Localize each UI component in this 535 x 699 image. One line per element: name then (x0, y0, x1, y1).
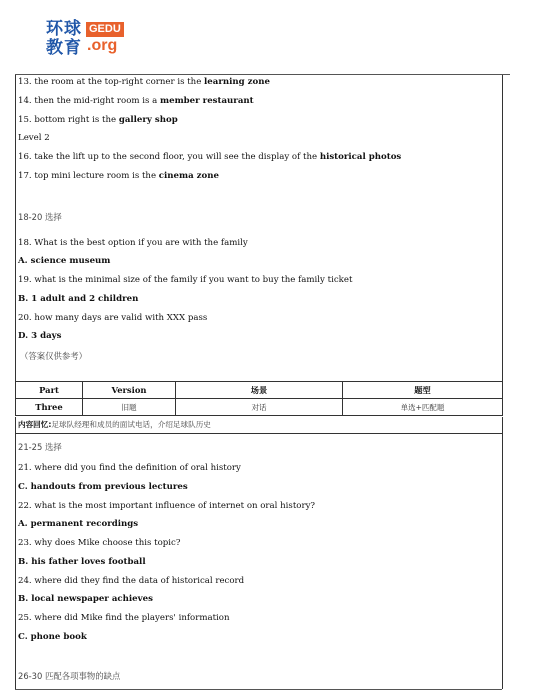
question-18: 18. What is the best option if you are with the family (18, 238, 248, 248)
logo-text-line1: 环球 (46, 19, 82, 39)
q21-25-title: 21-25 选择 (18, 442, 62, 452)
question-20: 20. how many days are valid with XXX pass (18, 313, 208, 323)
answer-line-16: 16. take the lift up to the second floor, you will see the display of the historical photos (18, 152, 402, 162)
memo-text: 足球队经理和成员的面试电话，介绍足球队历史 (51, 420, 211, 429)
gedu-logo (46, 20, 136, 58)
answer-23: B. his father loves football (18, 557, 146, 567)
answer-20: D. 3 days (18, 331, 62, 341)
answer-21: C. handouts from previous lectures (18, 482, 188, 492)
question-19: 19. what is the minimal size of the family if you want to buy the family ticket (18, 275, 353, 285)
header-type: 题型 (343, 382, 503, 399)
answer-note: （答案仅供参考） (20, 351, 87, 361)
header-part: Part (16, 382, 83, 399)
part-info-table (15, 381, 503, 416)
q26-30-title: 26-30 匹配各项事物的缺点 (18, 671, 121, 681)
question-23: 23. why does Mike choose this topic? (18, 538, 181, 548)
answer-22: A. permanent recordings (18, 519, 139, 529)
part-value: Three (16, 399, 83, 416)
logo-text-line2: 教育 (46, 38, 82, 58)
memo-label: 内容回忆: (18, 420, 52, 429)
content-memo (15, 417, 503, 434)
answer-25: C. phone book (18, 632, 87, 642)
scene-value: 对话 (176, 399, 343, 416)
version-value: 旧题 (83, 399, 176, 416)
question-24: 24. where did they find the data of historical record (18, 576, 245, 586)
answer-line-15: 15. bottom right is the gallery shop (18, 115, 178, 125)
bottom-rule (15, 689, 502, 690)
header-version: Version (83, 382, 176, 399)
level-2-heading: Level 2 (18, 133, 50, 143)
answer-19: B. 1 adult and 2 children (18, 294, 139, 304)
answer-24: B. local newspaper achieves (18, 594, 153, 604)
answer-line-13: 13. the room at the top-right corner is the learning zone (18, 77, 270, 87)
question-21: 21. where did you find the definition of oral history (18, 463, 241, 473)
q18-20-title: 18-20 选择 (18, 212, 62, 222)
question-25: 25. where did Mike find the players' information (18, 613, 230, 623)
question-22: 22. what is the most important influence of internet on oral history? (18, 501, 316, 511)
header-scene: 场景 (176, 382, 343, 399)
logo-domain: .org (87, 37, 118, 54)
answer-line-14: 14. then the mid-right room is a member restaurant (18, 96, 254, 106)
answer-line-17: 17. top mini lecture room is the cinema zone (18, 171, 219, 181)
answer-18: A. science museum (18, 256, 111, 266)
logo-badge: GEDU (86, 22, 124, 37)
type-value: 单选+匹配题 (343, 399, 503, 416)
